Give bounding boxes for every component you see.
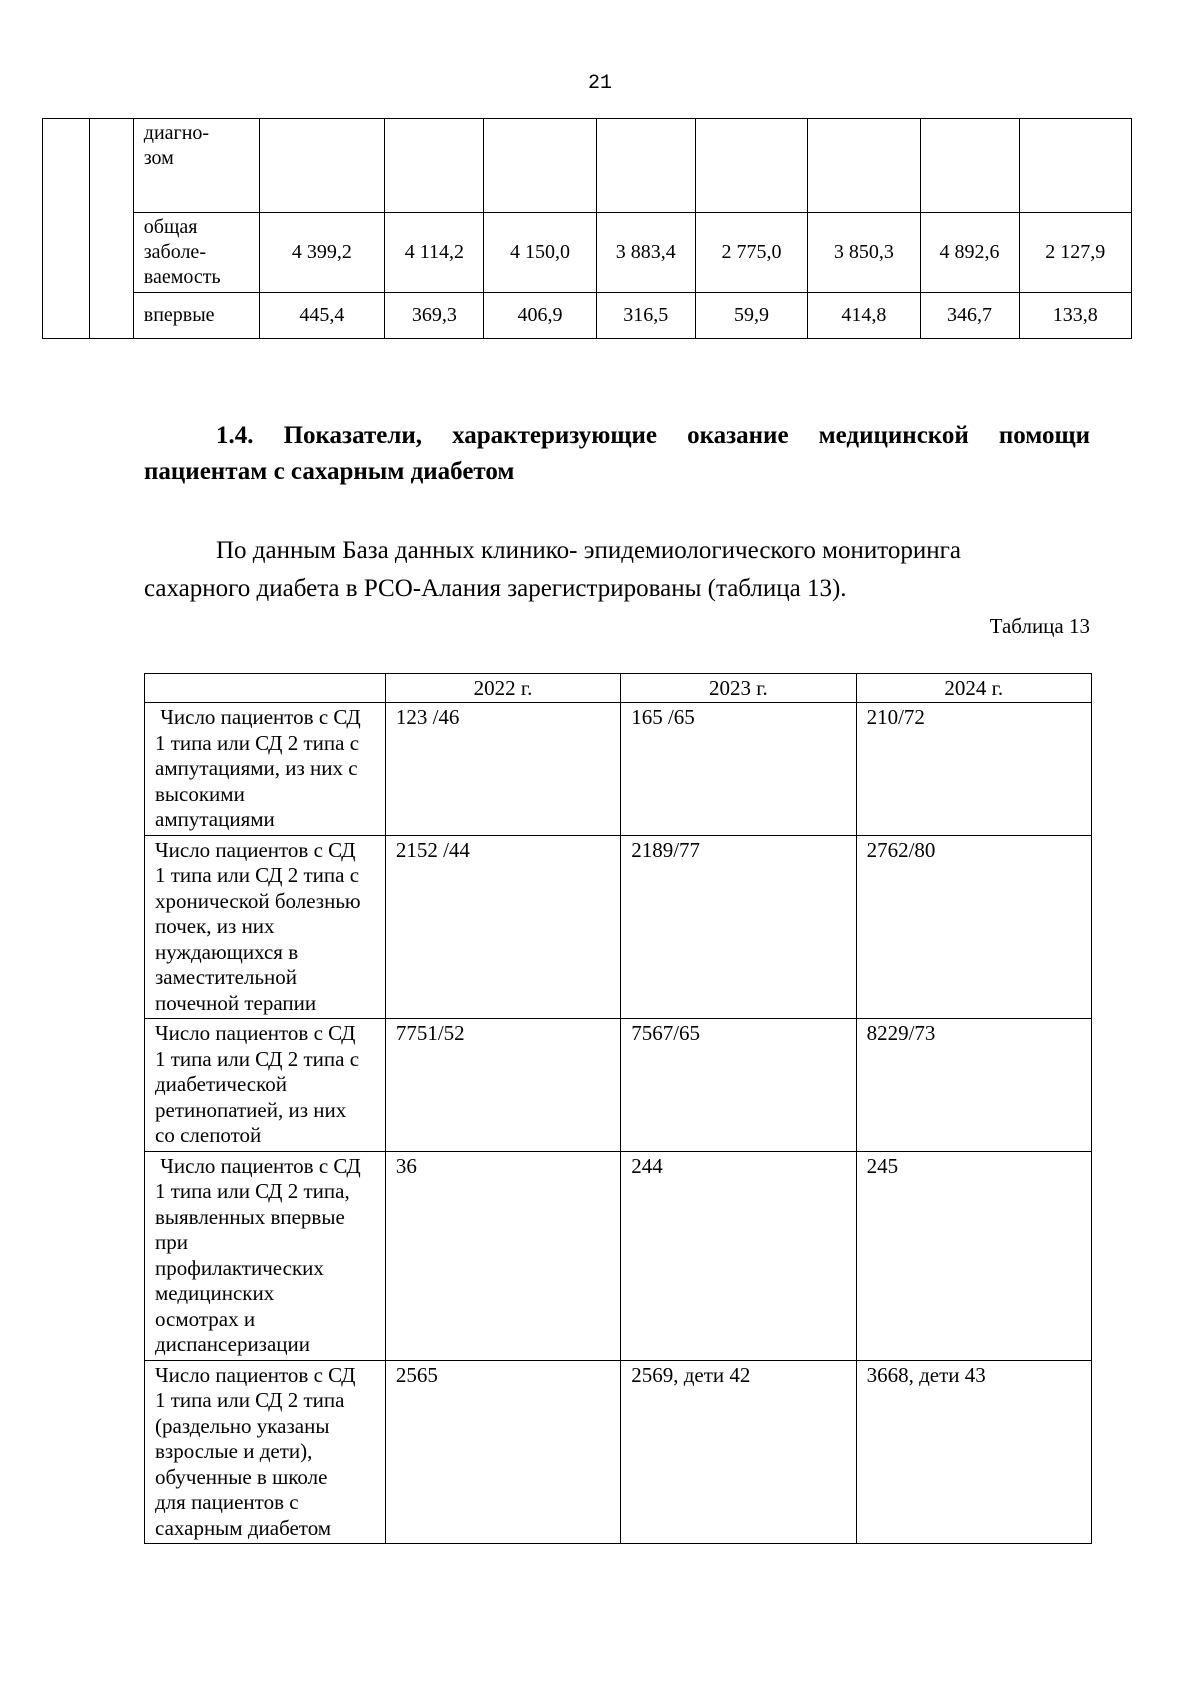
- row-description: [145, 1360, 386, 1544]
- description-line: сахарным диабетом: [155, 1515, 332, 1540]
- row-description: [145, 703, 386, 836]
- description-line: диспансеризации: [155, 1332, 311, 1356]
- row-label-line: диагно-: [143, 122, 210, 144]
- year-value-cell: 2189/77: [621, 835, 856, 1019]
- description-line: Число пациентов с СД: [155, 837, 356, 862]
- value-cell: 2 127,9: [1019, 213, 1131, 293]
- description-line: 1 типа или СД 2 типа: [155, 1388, 345, 1412]
- page-number: 21: [587, 72, 612, 95]
- description-line: 1 типа или СД 2 типа с: [155, 863, 360, 887]
- section-heading: [144, 418, 1090, 490]
- row-label-line: впервые: [143, 304, 215, 326]
- year-value-cell: 2152 /44: [385, 835, 620, 1019]
- year-value-cell: 245: [856, 1151, 1091, 1360]
- description-line: со слепотой: [155, 1123, 262, 1147]
- table-13: [144, 673, 1092, 1544]
- year-value-cell: 165 /65: [621, 703, 856, 836]
- description-line: диабетической: [155, 1072, 287, 1096]
- year-value-cell: 2569, дети 42: [621, 1360, 856, 1544]
- year-value-cell: 7567/65: [621, 1019, 856, 1152]
- value-cell: 445,4: [259, 293, 385, 339]
- description-line: ретинопатией, из них: [155, 1097, 347, 1122]
- value-cell: [920, 119, 1019, 213]
- value-cell: [385, 119, 484, 213]
- year-value-cell: 244: [621, 1151, 856, 1360]
- description-line: Число пациентов с СД: [155, 1021, 356, 1045]
- description-line: почечной терапии: [155, 990, 317, 1015]
- value-cell: 369,3: [385, 293, 484, 339]
- value-cell: [808, 119, 920, 213]
- table-header-row: [145, 674, 1092, 703]
- row-label: [133, 213, 259, 293]
- description-line: взрослые и дети),: [155, 1439, 313, 1463]
- description-line: хронической болезнью: [155, 888, 361, 913]
- description-line: Число пациентов с СД: [155, 1362, 356, 1387]
- description-line: 1 типа или СД 2 типа с: [155, 1046, 360, 1071]
- value-cell: 406,9: [484, 293, 596, 339]
- header-cell-empty: [145, 674, 386, 703]
- description-line: ампутациями: [155, 807, 275, 831]
- value-cell: 3 883,4: [596, 213, 695, 293]
- value-cell: 316,5: [596, 293, 695, 339]
- table-row: [43, 213, 1132, 293]
- intro-line-2: сахарного диабета в РСО-Алания зарегистрированы (таблица 13).: [144, 575, 847, 602]
- year-value-cell: 210/72: [856, 703, 1091, 836]
- value-cell: 2 775,0: [695, 213, 807, 293]
- description-line: 1 типа или СД 2 типа,: [155, 1179, 350, 1203]
- description-line: почек, из них: [155, 914, 275, 938]
- description-line: Число пациентов с СД: [155, 1153, 361, 1178]
- table-caption: Таблица 13: [989, 614, 1090, 638]
- row-label: [133, 293, 259, 339]
- row-label-line: заболе-: [143, 241, 206, 263]
- table-row: [145, 835, 1092, 1019]
- description-line: обученные в школе: [155, 1464, 328, 1489]
- year-value-cell: 3668, дети 43: [856, 1360, 1091, 1544]
- description-line: ампутациями, из них с: [155, 756, 358, 780]
- value-cell: 414,8: [808, 293, 920, 339]
- morbidity-table-continued: [42, 118, 1132, 339]
- description-line: Число пациентов с СД: [155, 705, 361, 729]
- value-cell: [484, 119, 596, 213]
- year-value-cell: 8229/73: [856, 1019, 1091, 1152]
- value-cell: 133,8: [1019, 293, 1131, 339]
- description-line: медицинских: [155, 1281, 275, 1305]
- description-line: заместительной: [155, 965, 298, 989]
- row-description: [145, 1019, 386, 1152]
- value-cell: [695, 119, 807, 213]
- header-cell-2023: 2023 г.: [621, 674, 856, 703]
- row-description: [145, 835, 386, 1019]
- year-value-cell: 123 /46: [385, 703, 620, 836]
- year-value-cell: 7751/52: [385, 1019, 620, 1152]
- description-line: осмотрах и: [155, 1306, 256, 1331]
- value-cell: 4 399,2: [259, 213, 385, 293]
- value-cell: 3 850,3: [808, 213, 920, 293]
- description-line: выявленных впервые: [155, 1204, 345, 1229]
- row-label-line: ваемость: [143, 266, 221, 288]
- value-cell: 4 150,0: [484, 213, 596, 293]
- description-line: (раздельно указаны: [155, 1413, 330, 1438]
- empty-cell: [90, 119, 133, 339]
- header-cell-2022: 2022 г.: [385, 674, 620, 703]
- description-line: при: [155, 1230, 188, 1254]
- description-line: для пациентов с: [155, 1490, 299, 1514]
- table-row: [145, 1151, 1092, 1360]
- row-description: [145, 1151, 386, 1360]
- section-heading-line-1: 1.4. Показатели, характеризующие оказание медицинской помощи: [216, 422, 1090, 449]
- description-line: нуждающихся в: [155, 939, 299, 964]
- description-line: 1 типа или СД 2 типа с: [155, 730, 360, 755]
- value-cell: 346,7: [920, 293, 1019, 339]
- section-heading-line-2: пациентам с сахарным диабетом: [144, 458, 515, 485]
- description-line: высокими: [155, 781, 245, 806]
- value-cell: [259, 119, 385, 213]
- table-row: [145, 1019, 1092, 1152]
- header-cell-2024: 2024 г.: [856, 674, 1091, 703]
- value-cell: 59,9: [695, 293, 807, 339]
- year-value-cell: 36: [385, 1151, 620, 1360]
- intro-paragraph: [144, 532, 1090, 608]
- value-cell: [596, 119, 695, 213]
- row-label-line: общая: [143, 216, 198, 238]
- table-row: [145, 1360, 1092, 1544]
- empty-cell: [43, 119, 90, 339]
- table-row: [43, 293, 1132, 339]
- value-cell: [1019, 119, 1131, 213]
- table-row: [43, 119, 1132, 213]
- intro-line-1: По данным База данных клинико- эпидемиологического мониторинга: [216, 537, 961, 564]
- value-cell: 4 892,6: [920, 213, 1019, 293]
- row-label-line: зом: [143, 147, 174, 169]
- description-line: профилактических: [155, 1255, 324, 1280]
- row-label: [133, 119, 259, 213]
- year-value-cell: 2565: [385, 1360, 620, 1544]
- value-cell: 4 114,2: [385, 213, 484, 293]
- table-row: [145, 703, 1092, 836]
- year-value-cell: 2762/80: [856, 835, 1091, 1019]
